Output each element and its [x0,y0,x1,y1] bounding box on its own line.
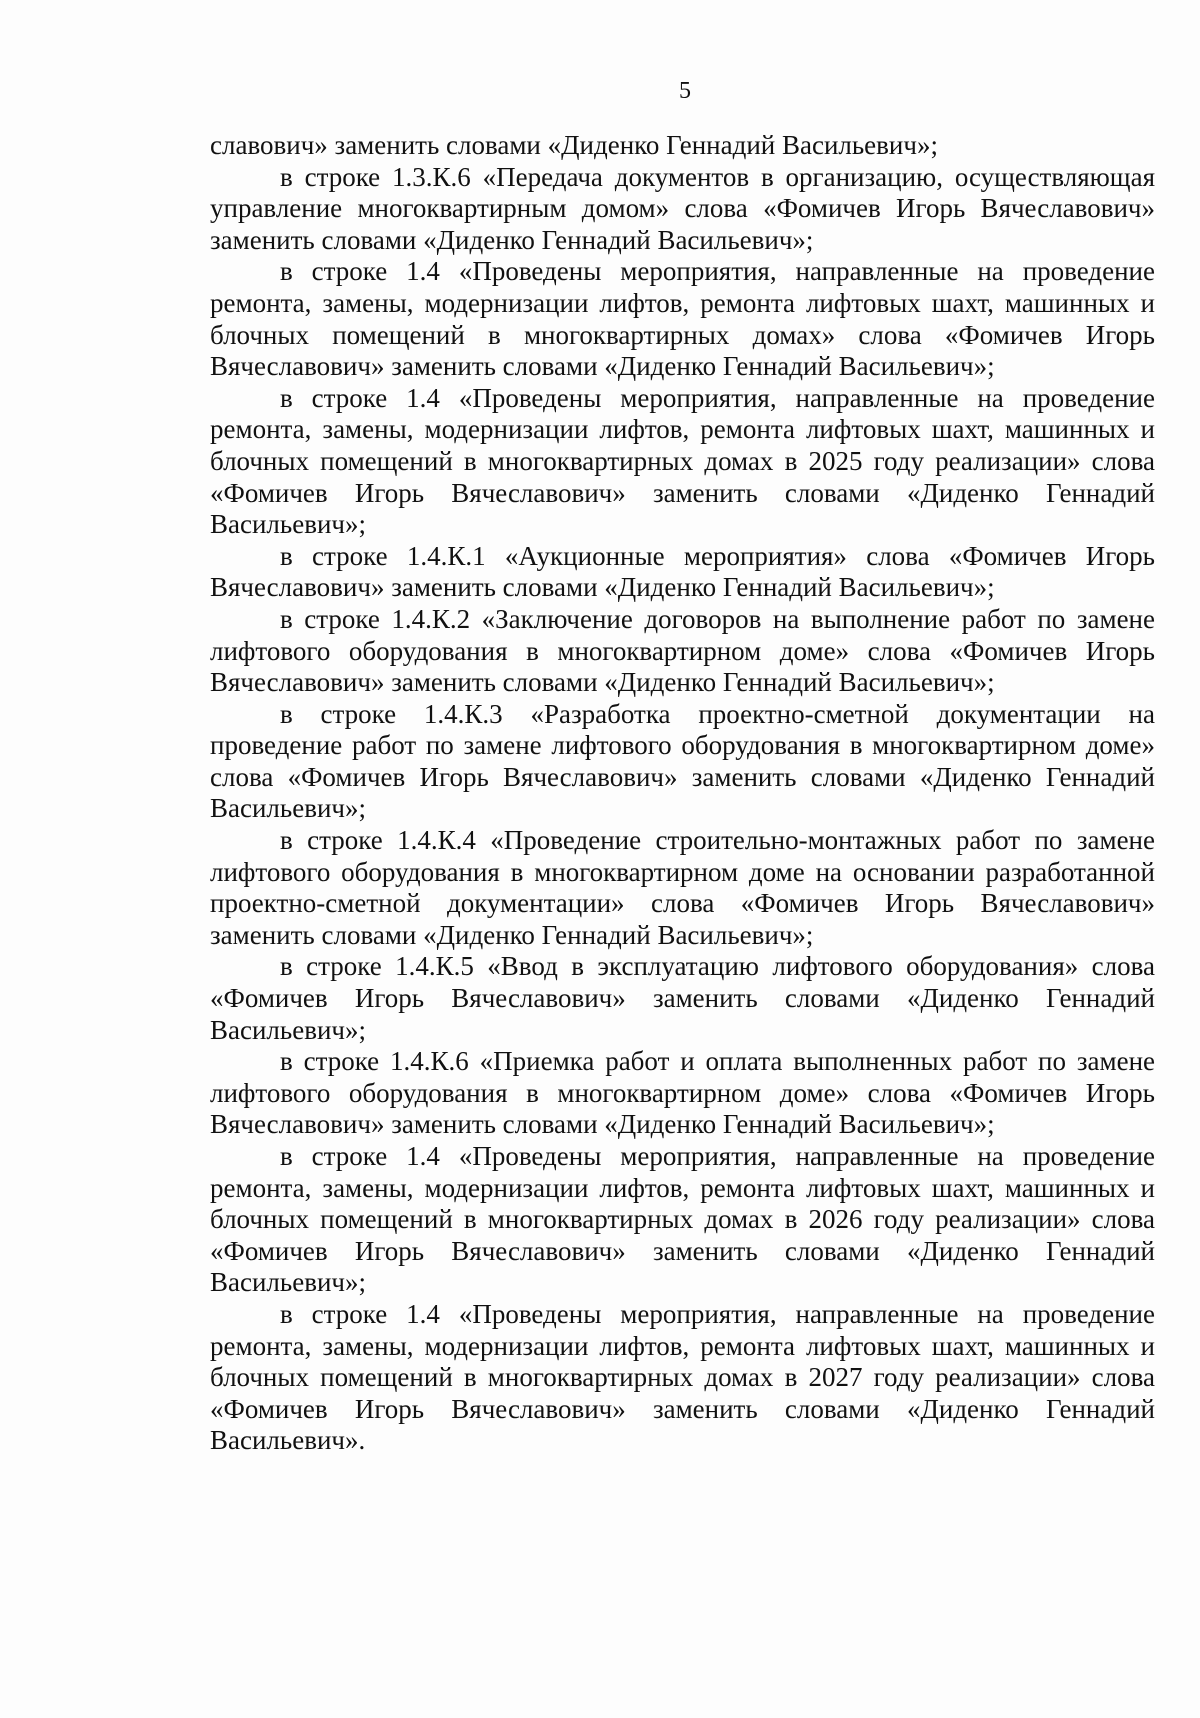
paragraph: в строке 1.4.К.5 «Ввод в эксплуатацию лифтового оборудования» слова «Фомичев Игорь Вячеславович» заменить словами «Диденко Геннадий Васильевич»; [210,951,1155,1045]
page-number: 5 [679,78,691,104]
document-body [210,130,1155,1457]
paragraph: в строке 1.4.К.2 «Заключение договоров на выполнение работ по замене лифтового оборудования в многоквартирном доме» слова «Фомичев Игорь Вячеславович» заменить словами «Диденко Геннадий Васильевич»; [210,603,1155,698]
paragraph: в строке 1.4 «Проведены мероприятия, направленные на проведение ремонта, замены, модернизации лифтов, ремонта лифтовых шахт, машинных и блочных помещений в многоквартирных домах в 2025 году реализации» слова «Фомичев Игорь Вячеславович» заменить словами «Диденко Геннадий Васильевич»; [210,382,1155,540]
paragraph: в строке 1.4.К.6 «Приемка работ и оплата выполненных работ по замене лифтового оборудования в многоквартирном доме» слова «Фомичев Игорь Вячеславович» заменить словами «Диденко Геннадий Васильевич»; [210,1046,1155,1140]
paragraph: в строке 1.4.К.1 «Аукционные мероприятия» слова «Фомичев Игорь Вячеславович» заменить словами «Диденко Геннадий Васильевич»; [210,540,1155,603]
paragraph: в строке 1.3.К.6 «Передача документов в организацию, осуществляющая управление многоквартирным домом» слова «Фомичев Игорь Вячеславович» заменить словами «Диденко Геннадий Васильевич»; [210,161,1155,255]
paragraph: в строке 1.4 «Проведены мероприятия, направленные на проведение ремонта, замены, модернизации лифтов, ремонта лифтовых шахт, машинных и блочных помещений в многоквартирных домах в 2027 году реализации» слова «Фомичев Игорь Вячеславович» заменить словами «Диденко Геннадий Васильевич». [210,1298,1155,1456]
paragraph: в строке 1.4 «Проведены мероприятия, направленные на проведение ремонта, замены, модернизации лифтов, ремонта лифтовых шахт, машинных и блочных помещений в многоквартирных домах» слова «Фомичев Игорь Вячеславович» заменить словами «Диденко Геннадий Васильевич»; [210,256,1155,382]
paragraph: в строке 1.4.К.3 «Разработка проектно-сметной документации на проведение работ по замене лифтового оборудования в многоквартирном доме» слова «Фомичев Игорь Вячеславович» заменить словами «Диденко Геннадий Васильевич»; [210,698,1155,824]
paragraph: в строке 1.4.К.4 «Проведение строительно-монтажных работ по замене лифтового оборудования в многоквартирном доме на основании разработанной проектно-сметной документации» слова «Фомичев Игорь Вячеславович» заменить словами «Диденко Геннадий Васильевич»; [210,825,1155,950]
paragraph: славович» заменить словами «Диденко Геннадий Васильевич»; [210,130,938,160]
paragraph: в строке 1.4 «Проведены мероприятия, направленные на проведение ремонта, замены, модернизации лифтов, ремонта лифтовых шахт, машинных и блочных помещений в многоквартирных домах в 2026 году реализации» слова «Фомичев Игорь Вячеславович» заменить словами «Диденко Геннадий Васильевич»; [210,1141,1155,1298]
